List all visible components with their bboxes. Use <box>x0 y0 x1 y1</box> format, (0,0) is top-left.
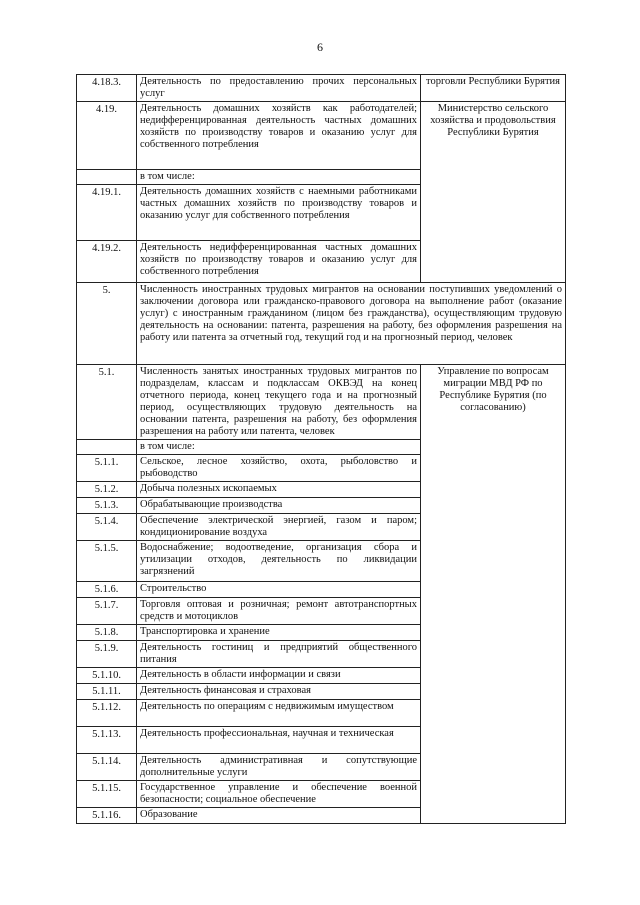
table-row <box>77 75 566 102</box>
row-number: 5.1.7. <box>77 598 137 625</box>
row-number: 4.18.3. <box>77 75 137 102</box>
row-text: Деятельность финансовая и страховая <box>137 684 421 700</box>
page-number: 6 <box>317 40 323 54</box>
row-text: Численность занятых иностранных трудовых мигрантов по подразделам, классам и подклассам ОКВЭД на конец отчетного периода, конец текущего года и на прогнозный период, осуществляющих трудовую деятельность на основании патента, разрешения на работу, без оформления разрешения на работу или патента, человек <box>137 365 421 440</box>
row-number: 5.1. <box>77 365 137 440</box>
row-number: 5.1.14. <box>77 754 137 781</box>
row-text: Добыча полезных ископаемых <box>137 482 421 498</box>
row-text: в том числе: <box>137 170 421 185</box>
row-text: Деятельность по предоставлению прочих персональных услуг <box>137 75 421 102</box>
row-number: 5.1.8. <box>77 625 137 641</box>
row-number: 5.1.4. <box>77 514 137 541</box>
row-text: Деятельность в области информации и связи <box>137 668 421 684</box>
indicators-table <box>76 74 566 824</box>
row-text: Обрабатывающие производства <box>137 498 421 514</box>
row-text: Государственное управление и обеспечение военной безопасности; социальное обеспечение <box>137 781 421 808</box>
responsible-org: Министерство сельского хозяйства и продовольствия Республики Бурятия <box>421 102 566 283</box>
responsible-org: Управление по вопросам миграции МВД РФ по Республике Бурятия (по согласованию) <box>421 365 566 824</box>
row-number: 5.1.2. <box>77 482 137 498</box>
row-number: 5.1.16. <box>77 808 137 824</box>
row-number: 4.19.1. <box>77 185 137 241</box>
row-number: 5.1.5. <box>77 541 137 582</box>
row-number: 5.1.3. <box>77 498 137 514</box>
table-row <box>77 365 566 440</box>
row-text: Торговля оптовая и розничная; ремонт автотранспортных средств и мотоциклов <box>137 598 421 625</box>
row-text: Водоснабжение; водоотведение, организация сбора и утилизации отходов, деятельность по ликвидации загрязнений <box>137 541 421 582</box>
row-text: Деятельность административная и сопутствующие дополнительные услуги <box>137 754 421 781</box>
row-number: 5.1.10. <box>77 668 137 684</box>
row-number-empty <box>77 170 137 185</box>
row-number: 5.1.12. <box>77 700 137 727</box>
row-text: Деятельность домашних хозяйств как работодателей; недифференцированная деятельность частных домашних хозяйств по производству товаров и оказанию услуг для собственного потребления <box>137 102 421 170</box>
row-text: Деятельность недифференцированная частных домашних хозяйств по производству товаров и оказанию услуг для собственного потребления <box>137 241 421 283</box>
row-text: Обеспечение электрической энергией, газом и паром; кондиционирование воздуха <box>137 514 421 541</box>
row-number: 5.1.6. <box>77 582 137 598</box>
responsible-org: торговли Республики Бурятия <box>421 75 566 102</box>
row-number-empty <box>77 440 137 455</box>
row-number: 4.19. <box>77 102 137 170</box>
row-text: Сельское, лесное хозяйство, охота, рыболовство и рыбоводство <box>137 455 421 482</box>
row-text: Численность иностранных трудовых мигрантов на основании поступивших уведомлений о заключении договора или гражданско-правового договора на выполнение работ (оказание услуг) с иностранным гражданином (лицом без гражданства), осуществляющим трудовую деятельность на основании: патента, разрешения на работу, без оформления разрешения на работу или патента за отчетный год, текущий год и на прогнозный период, человек <box>137 283 566 365</box>
row-text: Строительство <box>137 582 421 598</box>
row-number: 5.1.15. <box>77 781 137 808</box>
table-row <box>77 283 566 365</box>
row-text: Деятельность домашних хозяйств с наемными работниками частных домашних хозяйств по производству товаров и оказанию услуг для собственного потребления <box>137 185 421 241</box>
row-text: Образование <box>137 808 421 824</box>
row-number: 5.1.13. <box>77 727 137 754</box>
row-text: в том числе: <box>137 440 421 455</box>
row-number: 4.19.2. <box>77 241 137 283</box>
table-row <box>77 102 566 170</box>
row-number: 5.1.1. <box>77 455 137 482</box>
row-text: Деятельность гостиниц и предприятий общественного питания <box>137 641 421 668</box>
row-text: Транспортировка и хранение <box>137 625 421 641</box>
row-text: Деятельность профессиональная, научная и техническая <box>137 727 421 754</box>
row-number: 5.1.11. <box>77 684 137 700</box>
row-number: 5.1.9. <box>77 641 137 668</box>
row-number: 5. <box>77 283 137 365</box>
row-text: Деятельность по операциям с недвижимым имуществом <box>137 700 421 727</box>
